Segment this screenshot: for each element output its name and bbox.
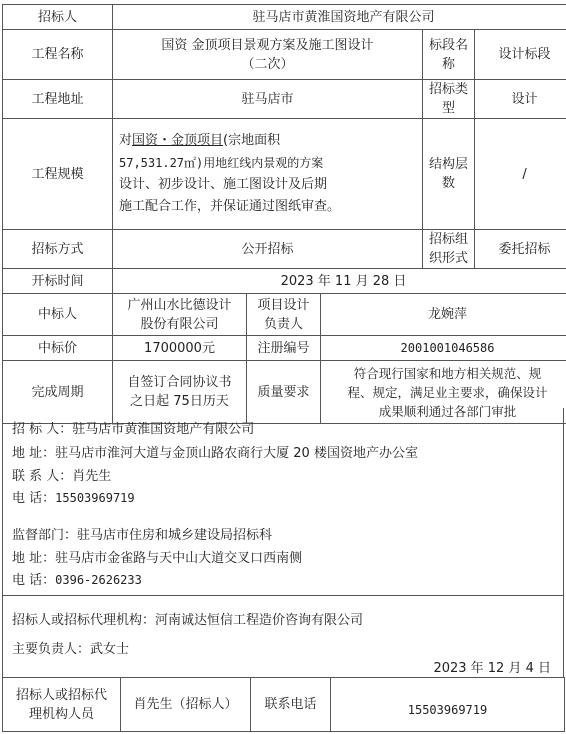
tender-type-label: 招标类型	[423, 80, 475, 119]
winner-value: 广州山水比德设计 股份有限公司	[113, 294, 247, 336]
scale-value	[113, 119, 423, 230]
period-value: 自签订合同协议书 之日起 75日历天	[113, 361, 247, 424]
scale-project-link: 国资・金顶项目	[132, 133, 224, 148]
quality-label: 质量要求	[247, 361, 321, 424]
period-label: 完成周期	[3, 361, 113, 424]
section-name-value: 设计标段	[475, 30, 566, 80]
quality-value: 符合现行国家和地方相关规范、规 程、规定，满足业主要求，确保设计 成果顺利通过各部门审批	[321, 361, 566, 424]
reg-value: 2001001046586	[321, 336, 566, 361]
staff-phone-label: 联系电话	[251, 678, 331, 732]
price-label: 中标价	[3, 336, 113, 361]
info-tenderer: 招 标 人：驻马店市黄淮国资地产有限公司	[12, 422, 255, 437]
tenderer-label: 招标人	[3, 5, 113, 30]
row-scale	[3, 119, 566, 230]
price-value: 1700000元	[113, 336, 247, 361]
info-contact: 联 系 人：肖先生	[12, 469, 112, 484]
notice-date: 2023 年 12 月 4 日	[433, 661, 551, 676]
org-form-value: 委托招标	[475, 230, 566, 269]
structure-value: /	[475, 119, 566, 230]
info-address: 地 址：驻马店市淮河大道与金顶山路农商行大厦 20 楼国资地产办公室	[12, 446, 418, 461]
scale-label: 工程规模	[3, 119, 113, 230]
scale-line-4: 施工配合工作，并保证通过图纸审查。	[119, 199, 341, 214]
row-open-time	[3, 269, 566, 294]
reg-label: 注册编号	[247, 336, 321, 361]
info-leader: 主要负责人：武女士	[12, 642, 130, 657]
tender-type-value: 设计	[475, 80, 566, 119]
staff-phone-value: 15503969719	[331, 678, 565, 732]
method-value: 公开招标	[113, 230, 423, 269]
tenderer-value: 驻马店市黄淮国资地产有限公司	[113, 5, 566, 30]
org-form-label: 招标组织形式	[423, 230, 475, 269]
project-name-value	[113, 30, 423, 80]
contact-info-block	[2, 408, 564, 678]
project-name-line-2: （二次）	[241, 56, 294, 72]
project-name-line-1: 国资 金顶项目景观方案及施工图设计	[161, 37, 374, 53]
open-time-label: 开标时间	[3, 269, 113, 294]
row-staff	[3, 678, 565, 732]
info-phone: 电 话：15503969719	[12, 491, 135, 506]
row-method	[3, 230, 566, 269]
row-project-name	[3, 30, 566, 80]
row-price	[3, 336, 566, 361]
structure-label: 结构层数	[423, 119, 475, 230]
winner-label: 中标人	[3, 294, 113, 336]
project-address-value: 驻马店市	[113, 80, 423, 119]
section-name-label: 标段名称	[423, 30, 475, 80]
staff-value: 肖先生（招标人）	[121, 678, 251, 732]
staff-label: 招标人或招标代 理机构人员	[3, 678, 121, 732]
method-label: 招标方式	[3, 230, 113, 269]
tender-info-table	[2, 4, 566, 424]
info-supervisor: 监督部门：驻马店市住房和城乡建设局招标科	[12, 528, 273, 543]
scale-line-2: 57,531.27㎡)用地红线内景观的方案	[119, 156, 324, 170]
project-name-label: 工程名称	[3, 30, 113, 80]
project-address-label: 工程地址	[3, 80, 113, 119]
info-sup-phone: 电 话：0396-2626233	[12, 573, 142, 588]
info-divider	[3, 595, 563, 596]
info-agency: 招标人或招标代理机构：河南诚达恒信工程造价咨询有限公司	[12, 613, 364, 628]
scale-line-3: 设计、初步设计、施工图设计及后期	[119, 177, 328, 192]
info-sup-address: 地 址：驻马店市金雀路与天中山大道交叉口西南侧	[12, 551, 303, 566]
designer-label: 项目设计 负责人	[247, 294, 321, 336]
row-tenderer	[3, 5, 566, 30]
row-winner	[3, 294, 566, 336]
staff-table	[2, 677, 565, 732]
row-project-address	[3, 80, 566, 119]
designer-value: 龙婉萍	[321, 294, 566, 336]
open-time-value: 2023 年 11 月 28 日	[113, 269, 566, 294]
scale-line-1: 对国资・金顶项目(宗地面积	[119, 133, 281, 148]
